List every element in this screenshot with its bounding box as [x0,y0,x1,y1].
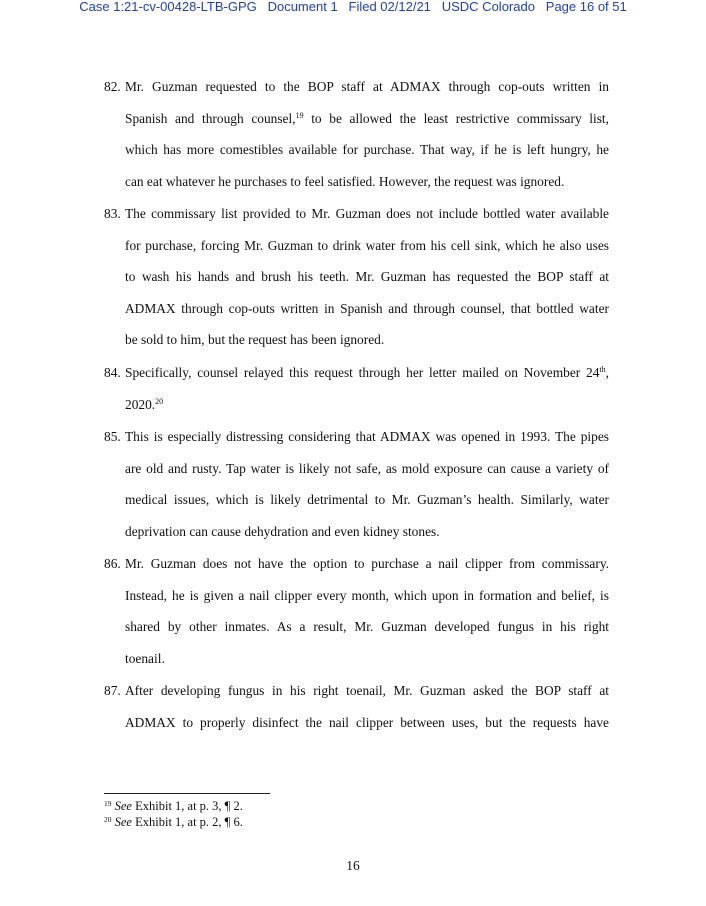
paragraph-number: 83. [104,206,121,221]
paragraph-84 [104,357,609,420]
paragraph-line: Mr. Guzman requested to the BOP staff at ADMAX through cop-outs written in [125,79,609,94]
paragraph-line: deprivation can cause dehydration and even kidney stones. [125,523,440,539]
paragraph-line: ADMAX to properly disinfect the nail clipper between uses, but the requests have [125,714,609,730]
superscript-th: th [599,365,606,374]
paragraph-line: After developing fungus in his right toenail, Mr. Guzman asked the BOP staff at [125,683,609,698]
paragraph-85 [104,421,609,547]
paragraph-line: shared by other inmates. As a result, Mr. Guzman developed fungus in his right [125,619,609,635]
paragraph-line: Mr. Guzman does not have the option to purchase a nail clipper from commissary. [125,556,609,571]
paragraph-line: ADMAX through cop-outs written in Spanish and through counsel, that bottled water [125,300,609,316]
paragraph-line: to wash his hands and brush his teeth. Mr. Guzman has requested the BOP staff at [125,269,609,285]
paragraph-line: be sold to him, but the request has been ignored. [125,332,385,348]
footnote-divider [104,793,270,794]
paragraph-line: Specifically, counsel relayed this request through her letter mailed on November 24 [125,365,600,380]
paragraph-number: 85. [104,429,121,444]
footnote-ref-19[interactable]: 19 [295,110,304,120]
footnote-number: 19 [104,799,112,808]
paragraph-number: 86. [104,556,121,571]
paragraph-line: to be allowed the least restrictive commissary list, [303,110,609,126]
paragraph-line: can eat whatever he purchases to feel satisfied. However, the request was ignored. [125,173,565,189]
footnote-see: See [114,799,132,813]
footnote-text: Exhibit 1, at p. 3, ¶ 2. [131,799,243,813]
paragraph-line: which has more comestibles available for purchase. That way, if he is left hungry, he [125,142,609,158]
ecf-header: Case 1:21-cv-00428-LTB-GPG Document 1 Filed 02/12/21 USDC Colorado Page 16 of 51 [79,0,627,14]
paragraph-line: , [605,365,609,380]
paragraph-line: This is especially distressing considering that ADMAX was opened in 1993. The pipes [125,429,609,444]
paragraph-line: toenail. [125,650,165,666]
paragraph-line: Spanish and through counsel, [125,110,296,126]
paragraph-line: are old and rusty. Tap water is likely not safe, as mold exposure can cause a variety of [125,460,609,476]
paragraph-number: 87. [104,683,121,698]
footnote-see: See [114,815,132,829]
paragraph-line: medical issues, which is likely detrimental to Mr. Guzman’s health. Similarly, water [125,492,609,508]
footnote-19 [104,799,243,813]
paragraph-87 [104,675,609,738]
paragraph-number: 84. [104,365,121,380]
footnote-ref-20[interactable]: 20 [155,396,164,406]
footnote-20 [104,815,243,829]
paragraph-line: Instead, he is given a nail clipper every month, which upon in formation and belief, is [125,587,609,603]
paragraph-number: 82. [104,79,121,94]
page-number: 16 [346,858,360,873]
paragraph-83 [104,198,609,356]
paragraph-line: 2020. [125,396,156,412]
paragraph-82 [104,71,609,197]
paragraph-line: for purchase, forcing Mr. Guzman to drink water from his cell sink, which he also uses [125,237,609,253]
paragraph-line: The commissary list provided to Mr. Guzman does not include bottled water available [125,206,609,221]
footnote-number: 20 [104,815,112,824]
paragraph-86 [104,548,609,674]
footnote-text: Exhibit 1, at p. 2, ¶ 6. [131,815,243,829]
